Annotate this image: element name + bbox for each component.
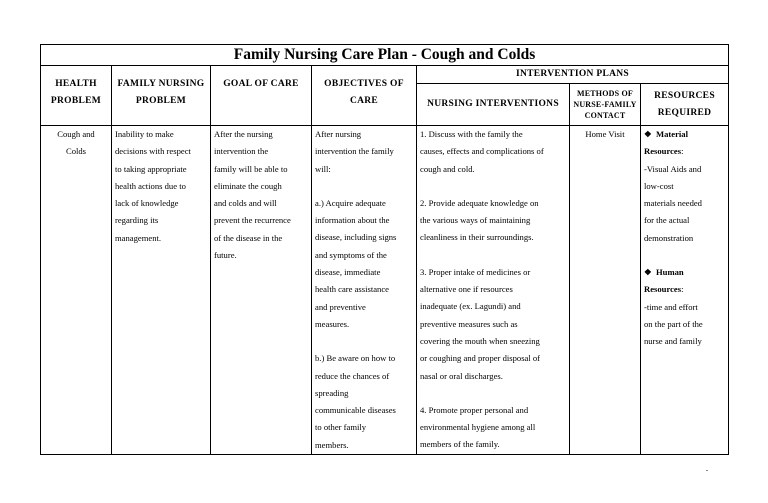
header-nursing-interventions: NURSING INTERVENTIONS bbox=[417, 84, 570, 126]
header-family-nursing-problem: FAMILY NURSING PROBLEM bbox=[112, 66, 211, 126]
header-objectives-of-care: OBJECTIVES OF CARE bbox=[312, 66, 417, 126]
cell-resources-required: ❖ Material Resources: -Visual Aids and low-cost materials needed for the actual demonstration ❖ Human Resources: -time and effort on the part of the nurse and family bbox=[641, 126, 729, 455]
cell-health-problem: Cough and Colds bbox=[41, 126, 112, 455]
cell-goal-of-care: After the nursing intervention the family will be able to eliminate the cough and colds and will prevent the recurrence of the disease in the future. bbox=[211, 126, 312, 455]
page-mark bbox=[706, 470, 708, 471]
header-methods-of-contact: METHODS OF NURSE-FAMILY CONTACT bbox=[570, 84, 641, 126]
cell-family-nursing-problem: Inability to make decisions with respect to taking appropriate health actions due to lack of knowledge regarding its management. bbox=[112, 126, 211, 455]
header-resources-required: RESOURCES REQUIRED bbox=[641, 84, 729, 126]
diamond-bullet-icon: ❖ bbox=[644, 267, 652, 278]
care-plan-table bbox=[40, 44, 729, 455]
cell-objectives-of-care: After nursing intervention the family will: a.) Acquire adequate information about the disease, including signs and symptoms of the disease, immediate health care assistance and preventive measures. b.) Be aware on how to reduce the chances of spreading communicable diseases to other family members. bbox=[312, 126, 417, 455]
material-resources-heading: ❖ Material bbox=[641, 126, 728, 143]
human-resources-heading: ❖ Human bbox=[641, 264, 728, 281]
cell-nursing-interventions: 1. Discuss with the family the causes, effects and complications of cough and cold. 2. Provide adequate knowledge on the various ways of maintaining cleanliness in their surroundings. 3. Proper intake of medicines or alternative one if resources inadequate (ex. Lagundi) and preventive measures such as covering the mouth when sneezing or coughing and proper disposal of nasal or oral discharges. 4. Promote proper personal and environmental hygiene among all members of the family. bbox=[417, 126, 570, 455]
header-goal-of-care: GOAL OF CARE bbox=[211, 66, 312, 126]
header-intervention-plans: INTERVENTION PLANS bbox=[417, 66, 729, 84]
page-title: Family Nursing Care Plan - Cough and Colds bbox=[41, 45, 729, 66]
cell-method-of-contact: Home Visit bbox=[570, 126, 641, 455]
diamond-bullet-icon: ❖ bbox=[644, 129, 652, 139]
header-health-problem: HEALTH PROBLEM bbox=[41, 66, 112, 126]
